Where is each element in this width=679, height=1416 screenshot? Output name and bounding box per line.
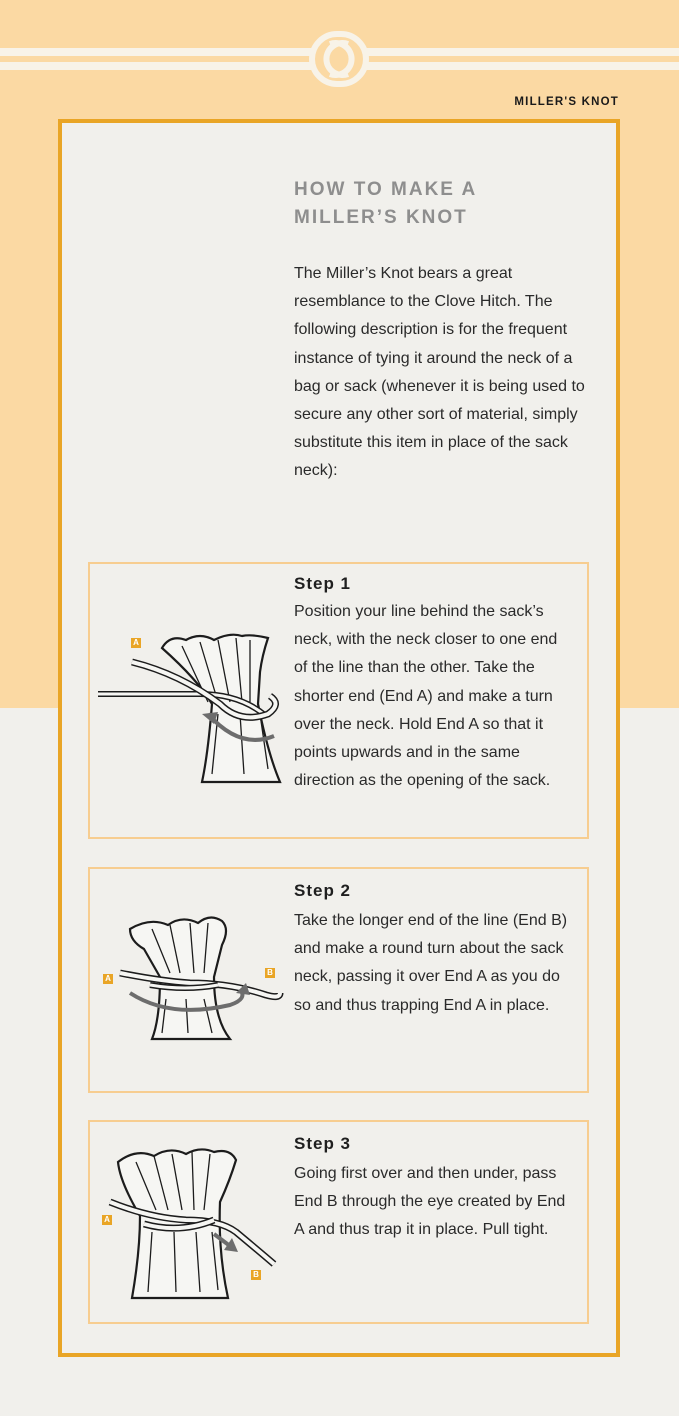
end-a-label: A [103, 974, 113, 984]
end-a-label: A [102, 1215, 112, 1225]
step-2-illustration [90, 869, 290, 1091]
step-3-illustration [90, 1122, 290, 1322]
end-b-label: B [265, 968, 275, 978]
end-a-label: A [131, 638, 141, 648]
step-1-title: Step 1 [294, 574, 352, 593]
intro-paragraph: The Miller’s Knot bears a great resemblance to the Clove Hitch. The following description is for the frequent instance of tying it around the neck of a bag or sack (whenever it is being used to secure any other sort of material, simply substitute this item in place of the sack neck): [294, 265, 585, 480]
step-3-card [88, 1120, 589, 1324]
step-1-card [88, 562, 589, 839]
step-3-text: Going first over and then under, pass End B through the eye created by End A and thus trap it in place. Pull tight. [294, 1165, 566, 1239]
step-2-title: Step 2 [294, 881, 352, 900]
knot-logo-icon [308, 30, 370, 88]
section-label: MILLER'S KNOT [514, 96, 619, 108]
page-title [294, 176, 477, 232]
step-2-card [88, 867, 589, 1093]
title-line-1: HOW TO MAKE A [294, 179, 478, 200]
step-1-text: Position your line behind the sack’s neck, with the neck closer to one end of the line than the other. Take the shorter end (End A) and make a turn over the neck. Hold End A so that it points upwards and in the same direction as the opening of the sack. [294, 603, 558, 790]
step-3-title: Step 3 [294, 1134, 352, 1153]
end-b-label: B [251, 1270, 261, 1280]
step-1-illustration [90, 564, 290, 837]
step-2-text: Take the longer end of the line (End B) and make a round turn about the sack neck, passing it over End A as you do so and thus trapping End A in place. [294, 912, 568, 1014]
title-line-2: MILLER’S KNOT [294, 207, 468, 228]
